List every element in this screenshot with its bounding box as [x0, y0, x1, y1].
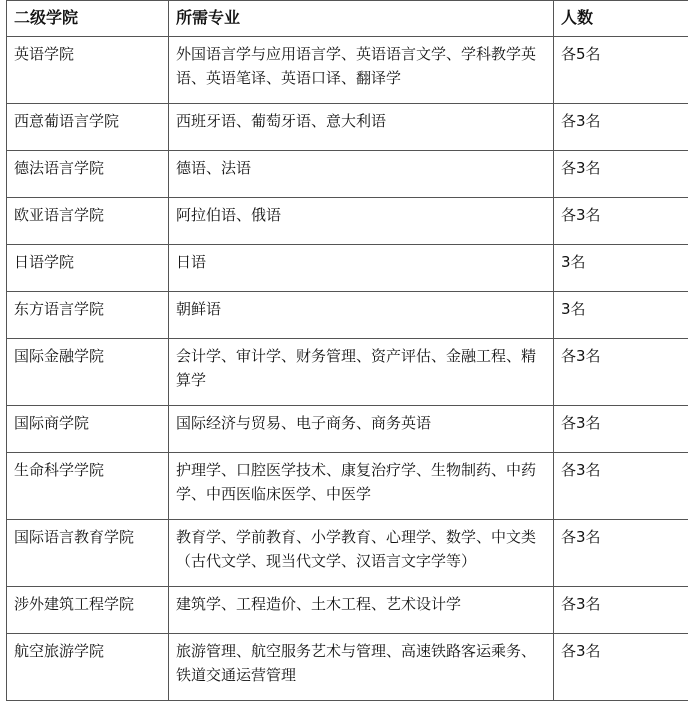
- table-row: [7, 104, 688, 151]
- count-cell: 各3名: [554, 406, 688, 453]
- count-cell: 各3名: [554, 587, 688, 634]
- college-cell: 国际金融学院: [7, 339, 169, 406]
- count-cell: 各5名: [554, 37, 688, 104]
- college-cell: 英语学院: [7, 37, 169, 104]
- college-cell: 欧亚语言学院: [7, 198, 169, 245]
- college-cell: 东方语言学院: [7, 292, 169, 339]
- majors-cell: 会计学、审计学、财务管理、资产评估、金融工程、精算学: [169, 339, 554, 406]
- table-row: [7, 520, 688, 587]
- majors-cell: 德语、法语: [169, 151, 554, 198]
- count-cell: 3名: [554, 292, 688, 339]
- table-header: [7, 1, 688, 37]
- header-count: 人数: [554, 1, 688, 37]
- majors-cell: 阿拉伯语、俄语: [169, 198, 554, 245]
- count-cell: 各3名: [554, 104, 688, 151]
- table-row: [7, 339, 688, 406]
- table-row: [7, 245, 688, 292]
- table-row: [7, 151, 688, 198]
- count-cell: 各3名: [554, 198, 688, 245]
- table-body: [7, 37, 688, 701]
- count-cell: 3名: [554, 245, 688, 292]
- majors-cell: 旅游管理、航空服务艺术与管理、高速铁路客运乘务、铁道交通运营管理: [169, 634, 554, 701]
- table-row: [7, 292, 688, 339]
- college-cell: 国际商学院: [7, 406, 169, 453]
- college-cell: 国际语言教育学院: [7, 520, 169, 587]
- college-cell: 涉外建筑工程学院: [7, 587, 169, 634]
- count-cell: 各3名: [554, 453, 688, 520]
- college-cell: 德法语言学院: [7, 151, 169, 198]
- college-cell: 西意葡语言学院: [7, 104, 169, 151]
- majors-cell: 建筑学、工程造价、土木工程、艺术设计学: [169, 587, 554, 634]
- table-row: [7, 37, 688, 104]
- table-row: [7, 406, 688, 453]
- count-cell: 各3名: [554, 520, 688, 587]
- table-row: [7, 453, 688, 520]
- header-row: [7, 1, 688, 37]
- recruitment-table: [6, 0, 688, 701]
- college-cell: 生命科学学院: [7, 453, 169, 520]
- majors-cell: 朝鲜语: [169, 292, 554, 339]
- majors-cell: 日语: [169, 245, 554, 292]
- table-row: [7, 198, 688, 245]
- count-cell: 各3名: [554, 339, 688, 406]
- header-majors: 所需专业: [169, 1, 554, 37]
- table-row: [7, 634, 688, 701]
- college-cell: 航空旅游学院: [7, 634, 169, 701]
- majors-cell: 护理学、口腔医学技术、康复治疗学、生物制药、中药学、中西医临床医学、中医学: [169, 453, 554, 520]
- college-cell: 日语学院: [7, 245, 169, 292]
- count-cell: 各3名: [554, 151, 688, 198]
- header-college: 二级学院: [7, 1, 169, 37]
- majors-cell: 教育学、学前教育、小学教育、心理学、数学、中文类（古代文学、现当代文学、汉语言文字学等）: [169, 520, 554, 587]
- count-cell: 各3名: [554, 634, 688, 701]
- majors-cell: 外国语言学与应用语言学、英语语言文学、学科教学英语、英语笔译、英语口译、翻译学: [169, 37, 554, 104]
- table-row: [7, 587, 688, 634]
- majors-cell: 国际经济与贸易、电子商务、商务英语: [169, 406, 554, 453]
- majors-cell: 西班牙语、葡萄牙语、意大利语: [169, 104, 554, 151]
